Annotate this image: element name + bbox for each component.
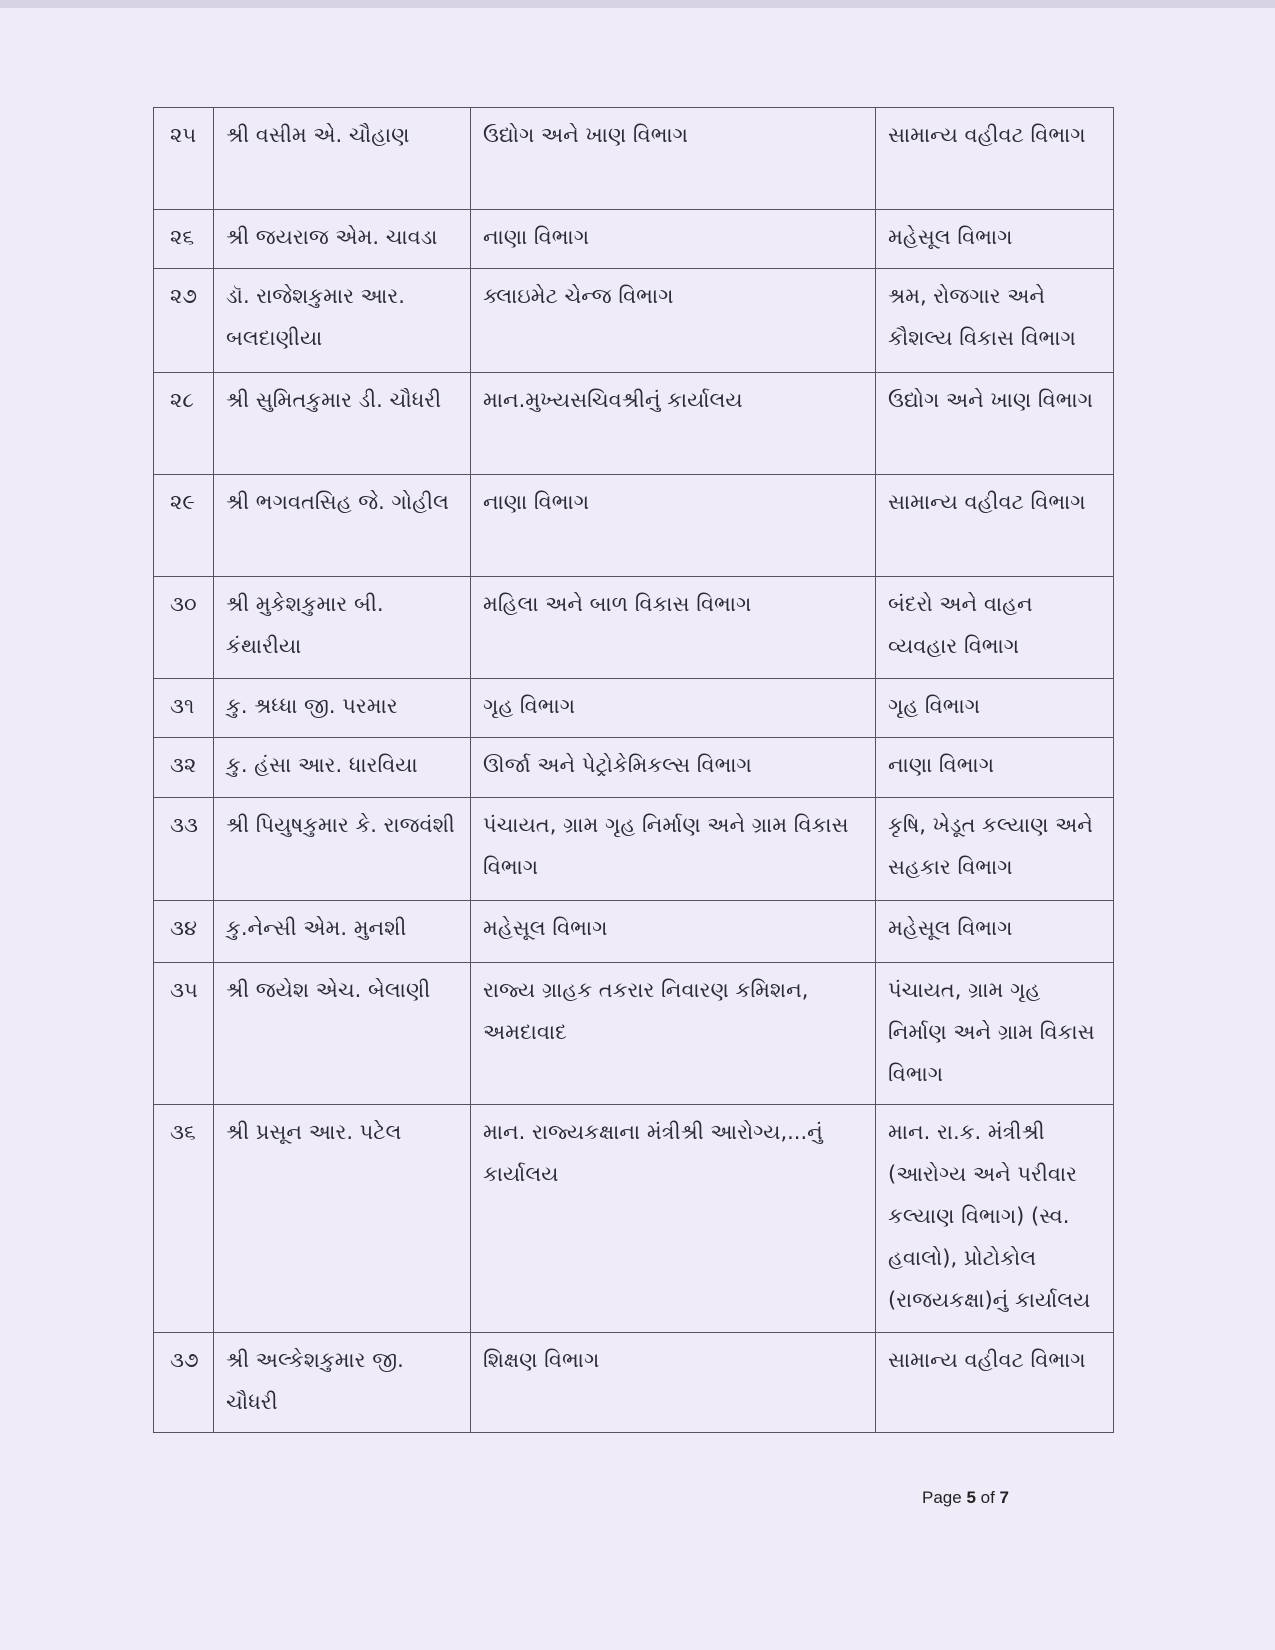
- table-row: [154, 108, 1114, 210]
- officer-name: શ્રી પ્રસૂન આર. પટેલ: [214, 1105, 471, 1333]
- page-number: Page 5 of 7: [922, 1488, 1009, 1507]
- new-department: શ્રમ, રોજગાર અને કૌશલ્ય વિકાસ વિભાગ: [876, 269, 1114, 373]
- serial-number: ૩૪: [154, 901, 214, 963]
- current-department: નાણા વિભાગ: [471, 475, 876, 577]
- table-row: [154, 963, 1114, 1105]
- serial-number: ૨૫: [154, 108, 214, 210]
- new-department: નાણા વિભાગ: [876, 738, 1114, 798]
- serial-number: ૩૦: [154, 577, 214, 679]
- officer-name: કુ. હંસા આર. ધારવિયા: [214, 738, 471, 798]
- table-row: [154, 679, 1114, 738]
- table-row: [154, 1333, 1114, 1433]
- current-department: રાજ્ય ગ્રાહક તકરાર નિવારણ કમિશન, અમદાવાદ: [471, 963, 876, 1105]
- new-department: ઉદ્યોગ અને ખાણ વિભાગ: [876, 373, 1114, 475]
- table-row: [154, 738, 1114, 798]
- current-department: મહિલા અને બાળ વિકાસ વિભાગ: [471, 577, 876, 679]
- current-department: માન.મુખ્યસચિવશ્રીનું કાર્યાલય: [471, 373, 876, 475]
- serial-number: ૨૭: [154, 269, 214, 373]
- current-department: ક્લાઇમેટ ચેન્જ વિભાગ: [471, 269, 876, 373]
- officer-name: શ્રી અલ્કેશકુમાર જી. ચૌધરી: [214, 1333, 471, 1433]
- transfer-table: [153, 107, 1114, 1433]
- new-department: મહેસૂલ વિભાગ: [876, 210, 1114, 269]
- table-row: [154, 373, 1114, 475]
- table-row: [154, 269, 1114, 373]
- table-row: [154, 475, 1114, 577]
- new-department: સામાન્ય વહીવટ વિભાગ: [876, 108, 1114, 210]
- serial-number: ૩૧: [154, 679, 214, 738]
- new-department: મહેસૂલ વિભાગ: [876, 901, 1114, 963]
- new-department: પંચાયત, ગ્રામ ગૃહ નિર્માણ અને ગ્રામ વિકાસ વિભાગ: [876, 963, 1114, 1105]
- serial-number: ૨૬: [154, 210, 214, 269]
- officer-name: શ્રી મુકેશકુમાર બી. કંથારીયા: [214, 577, 471, 679]
- new-department: સામાન્ય વહીવટ વિભાગ: [876, 1333, 1114, 1433]
- table-row: [154, 577, 1114, 679]
- new-department: ગૃહ વિભાગ: [876, 679, 1114, 738]
- current-department: માન. રાજ્યકક્ષાના મંત્રીશ્રી આરોગ્ય,...નું કાર્યાલય: [471, 1105, 876, 1333]
- current-department: શિક્ષણ વિભાગ: [471, 1333, 876, 1433]
- serial-number: ૩૬: [154, 1105, 214, 1333]
- table-row: [154, 1105, 1114, 1333]
- current-department: પંચાયત, ગ્રામ ગૃહ નિર્માણ અને ગ્રામ વિકાસ વિભાગ: [471, 798, 876, 901]
- officer-name: કુ.નેન્સી એમ. મુનશી: [214, 901, 471, 963]
- scan-edge: [0, 0, 1275, 8]
- current-department: નાણા વિભાગ: [471, 210, 876, 269]
- officer-name: શ્રી વસીમ એ. ચૌહાણ: [214, 108, 471, 210]
- serial-number: ૩૨: [154, 738, 214, 798]
- serial-number: ૩૩: [154, 798, 214, 901]
- current-department: ઉદ્યોગ અને ખાણ વિભાગ: [471, 108, 876, 210]
- officer-name: શ્રી જયેશ એચ. બેલાણી: [214, 963, 471, 1105]
- serial-number: ૩૫: [154, 963, 214, 1105]
- officer-name: ડૉ. રાજેશકુમાર આર. બલદાણીયા: [214, 269, 471, 373]
- new-department: કૃષિ, ખેડૂત કલ્યાણ અને સહકાર વિભાગ: [876, 798, 1114, 901]
- serial-number: ૩૭: [154, 1333, 214, 1433]
- table-row: [154, 798, 1114, 901]
- officer-name: કુ. શ્રધ્ધા જી. પરમાર: [214, 679, 471, 738]
- current-department: ગૃહ વિભાગ: [471, 679, 876, 738]
- new-department: સામાન્ય વહીવટ વિભાગ: [876, 475, 1114, 577]
- table-row: [154, 210, 1114, 269]
- table-row: [154, 901, 1114, 963]
- officer-name: શ્રી સુમિતકુમાર ડી. ચૌધરી: [214, 373, 471, 475]
- new-department: બંદરો અને વાહન વ્યવહાર વિભાગ: [876, 577, 1114, 679]
- officer-name: શ્રી ભગવતસિહ જે. ગોહીલ: [214, 475, 471, 577]
- new-department: માન. રા.ક. મંત્રીશ્રી (આરોગ્ય અને પરીવાર કલ્યાણ વિભાગ) (સ્વ. હવાલો), પ્રોટોકોલ (રાજયકક્ષા)નું કાર્યાલય: [876, 1105, 1114, 1333]
- current-department: મહેસૂલ વિભાગ: [471, 901, 876, 963]
- current-department: ઊર્જા અને પેટ્રોકેમિકલ્સ વિભાગ: [471, 738, 876, 798]
- officer-name: શ્રી પિયુષકુમાર કે. રાજવંશી: [214, 798, 471, 901]
- officer-name: શ્રી જયરાજ એમ. ચાવડા: [214, 210, 471, 269]
- serial-number: ૨૮: [154, 373, 214, 475]
- serial-number: ૨૯: [154, 475, 214, 577]
